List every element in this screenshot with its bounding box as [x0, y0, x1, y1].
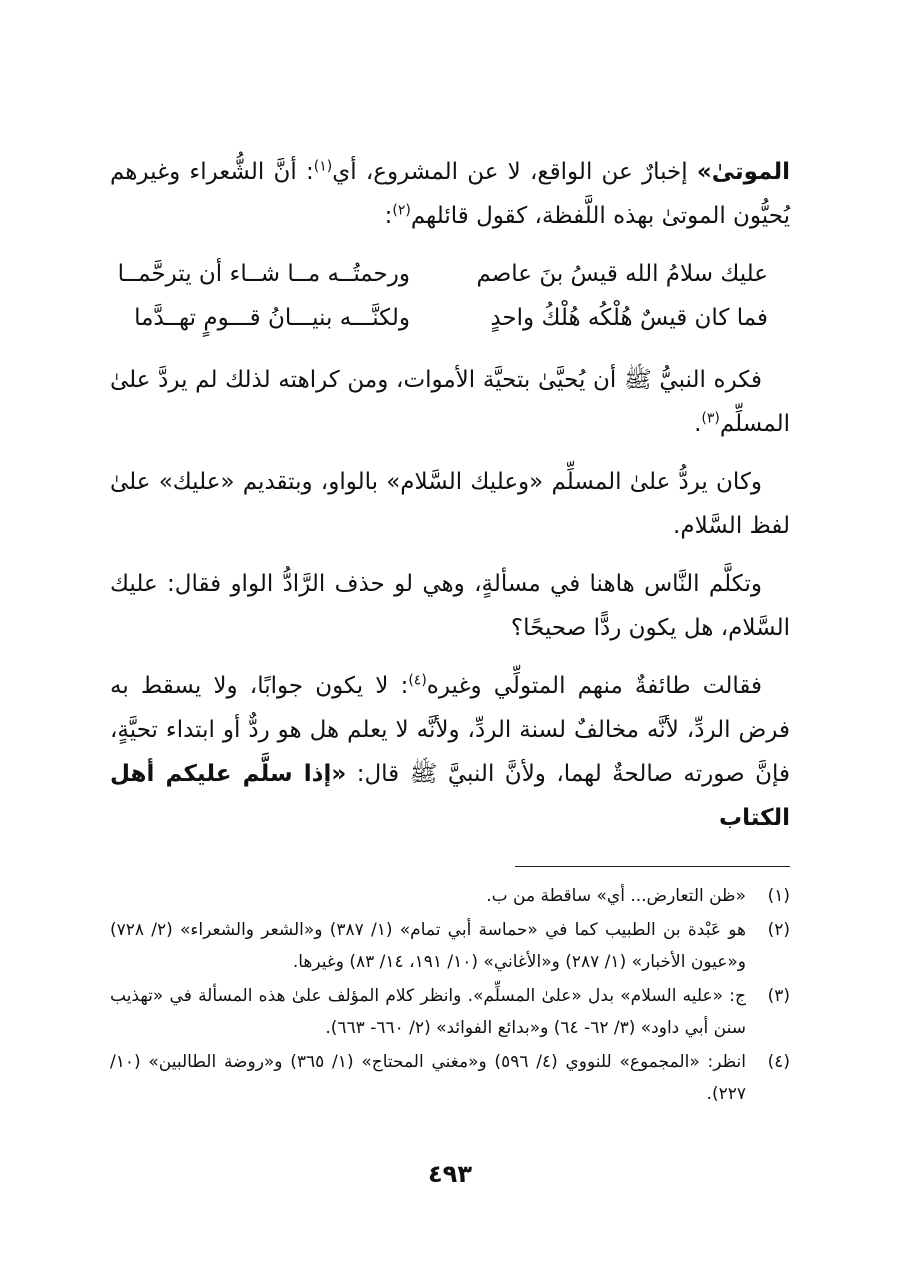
footnote-4 — [110, 1046, 790, 1110]
bold-quote-end: الموتىٰ» — [696, 159, 790, 185]
paragraph-text: فقالت طائفةٌ منهم المتولِّي وغيره — [426, 673, 762, 699]
footnote-ref-4[interactable]: (٤) — [408, 672, 427, 689]
paragraph-1 — [110, 150, 790, 238]
poem-line-2-first-hemistich: فما كان قيسٌ هُلْكُه هُلْكُ واحدٍ — [490, 305, 768, 331]
poem-line-2 — [110, 296, 790, 340]
main-text-block — [110, 150, 790, 854]
poem-line-1-first-hemistich: عليك سلامُ الله قيسُ بنَ عاصم — [476, 261, 768, 287]
page-number: ٤٩٣ — [428, 1160, 472, 1188]
paragraph-text: فكره النبيُّ ﷺ أن يُحيَّىٰ بتحيَّة الأموات، ومن كراهته لذلك لم يردَّ علىٰ المسلِّم — [110, 367, 790, 437]
footnote-number: (٤) — [767, 1052, 790, 1072]
footnote-text: ج: «عليه السلام» بدل «علىٰ المسلِّم». وانظر كلام المؤلف علىٰ هذه المسألة في «تهذيب سنن أبي داود» (٣/ ٦٢- ٦٤) و«بدائع الفوائد» (٢/ ٦٦٠- ٦٦٣). — [110, 986, 746, 1038]
poem-line-2-second-hemistich: ولكنَّـــه بنيـــانُ قـــومٍ تهــدَّما — [134, 305, 410, 331]
paragraph-text: وتكلَّم النَّاس هاهنا في مسألةٍ، وهي لو حذف الرَّادُّ الواو فقال: عليك السَّلام، هل يكون ردًّا صحيحًا؟ — [110, 571, 790, 641]
paragraph-text: : لا يكون جوابًا، ولا يسقط به فرض الردِّ، لأنَّه مخالفٌ لسنة الردِّ، ولأنَّه لا يعلم هل هو ردٌّ أو ابتداء تحيَّةٍ، فإنَّ صورته صالحةٌ لهما، ولأنَّ النبيَّ ﷺ قال: — [110, 673, 790, 787]
poem-line-1-second-hemistich: ورحمتُــه مــا شــاء أن يترحَّمــا — [117, 261, 410, 287]
paragraph-text: إخبارٌ عن الواقع، لا عن المشروع، أي — [332, 159, 697, 185]
footnote-ref-1[interactable]: (١) — [313, 158, 333, 175]
footnote-number: (٣) — [767, 986, 790, 1006]
paragraph-text: وكان يردُّ علىٰ المسلِّم «وعليك السَّلام» بالواو، وبتقديم «عليك» علىٰ لفظ السَّلام. — [110, 469, 790, 539]
footnote-3 — [110, 980, 790, 1044]
footnote-2 — [110, 914, 790, 978]
footnotes-section — [110, 880, 790, 1112]
footnote-text: «ظن التعارض... أي» ساقطة من ب. — [486, 886, 746, 906]
footnote-text: انظر: «المجموع» للنووي (٤/ ٥٩٦) و«مغني المحتاج» (١/ ٣٦٥) و«روضة الطالبين» (١٠/ ٢٢٧). — [110, 1052, 746, 1104]
paragraph-3 — [110, 460, 790, 548]
poem-line-1 — [110, 252, 790, 296]
paragraph-text: . — [694, 411, 702, 437]
bold-hadith-quote: «إذا سلَّم عليكم أهل الكتاب — [110, 761, 790, 831]
footnote-1 — [110, 880, 790, 912]
footnote-text: هو عَبْدة بن الطبيب كما في «حماسة أبي تمام» (١/ ٣٨٧) و«الشعر والشعراء» (٢/ ٧٢٨) و«عيون الأخبار» (١/ ٢٨٧) و«الأغاني» (١٠/ ١٩١، ١٤/ ٨٣) وغيرها. — [110, 920, 746, 972]
footnote-ref-2[interactable]: (٢) — [392, 202, 411, 219]
paragraph-text: : — [384, 203, 393, 229]
paragraph-5 — [110, 664, 790, 840]
paragraph-text: : أنَّ الشُّعراء وغيرهم يُحيُّون الموتىٰ بهذه اللَّفظة، كقول قائلهم — [110, 159, 790, 229]
paragraph-2 — [110, 358, 790, 446]
footnote-ref-3[interactable]: (٣) — [701, 410, 720, 427]
footnote-number: (٢) — [767, 920, 790, 940]
paragraph-4 — [110, 562, 790, 650]
footnote-separator — [515, 866, 790, 867]
poem-block — [110, 252, 790, 340]
footnote-number: (١) — [767, 886, 790, 906]
